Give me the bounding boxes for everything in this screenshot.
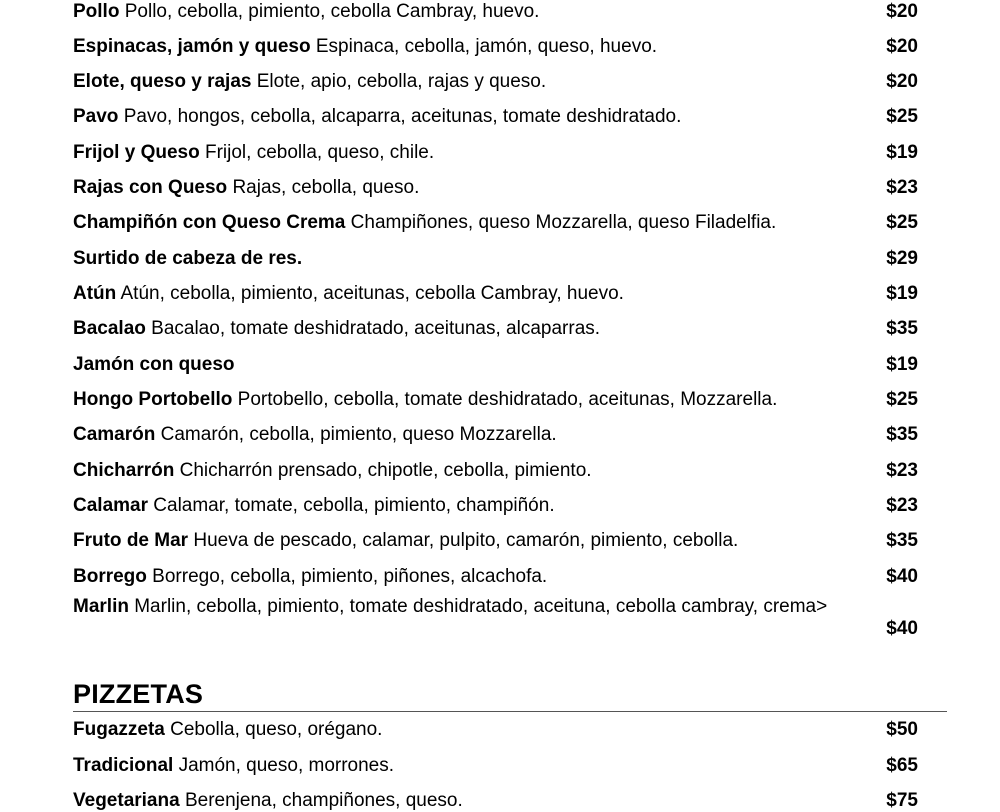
- item-name: Camarón: [73, 424, 156, 445]
- item-description: Cebolla, queso, orégano.: [164, 719, 383, 740]
- item-name: Frijol y Queso: [73, 142, 200, 163]
- item-description: Elote, apio, cebolla, rajas y queso.: [251, 71, 547, 92]
- item-name: Borrego: [73, 566, 147, 587]
- item-name: Hongo Portobello: [73, 389, 233, 410]
- item-name: Calamar: [73, 495, 148, 516]
- item-description: Frijol, cebolla, queso, chile.: [199, 142, 435, 163]
- menu-item: [73, 283, 918, 305]
- item-price: $29: [886, 248, 918, 269]
- item-price: $25: [886, 106, 918, 127]
- item-price: $25: [886, 212, 918, 233]
- item-description: Camarón, cebolla, pimiento, queso Mozzarella.: [155, 424, 557, 445]
- menu-item: [73, 566, 918, 588]
- item-price: $23: [886, 177, 918, 198]
- item-price: $35: [886, 530, 918, 551]
- item-name: Pavo: [73, 106, 119, 127]
- menu-item: [73, 354, 918, 376]
- item-name: Marlin: [73, 596, 129, 617]
- item-price: $35: [886, 318, 918, 339]
- item-price: $19: [886, 142, 918, 163]
- menu-item: [73, 36, 918, 58]
- item-name: Pollo: [73, 1, 120, 22]
- item-name: Vegetariana: [73, 790, 180, 811]
- item-description: Champiñones, queso Mozzarella, queso Filadelfia.: [345, 212, 777, 233]
- item-price: $25: [886, 389, 918, 410]
- pizzeta-item: [73, 790, 918, 812]
- item-price: $35: [886, 424, 918, 445]
- pizzeta-item: [73, 719, 918, 741]
- item-description: Bacalao, tomate deshidratado, aceitunas, alcaparras.: [145, 318, 601, 339]
- menu-item: [73, 1, 918, 23]
- menu-item: [73, 318, 918, 340]
- item-name: Chicharrón: [73, 460, 175, 481]
- item-description: Berenjena, champiñones, queso.: [179, 790, 463, 811]
- pizzeta-item: [73, 755, 918, 777]
- item-name: Fugazzeta: [73, 719, 165, 740]
- section-divider: [73, 711, 947, 712]
- item-name: Tradicional: [73, 755, 174, 776]
- item-name: Elote, queso y rajas: [73, 71, 252, 92]
- item-description: Espinaca, cebolla, jamón, queso, huevo.: [310, 36, 658, 57]
- item-description: Hueva de pescado, calamar, pulpito, camarón, pimiento, cebolla.: [188, 530, 739, 551]
- item-price: $20: [886, 1, 918, 22]
- item-price: $23: [886, 495, 918, 516]
- item-price: $65: [886, 755, 918, 776]
- menu-item: [73, 495, 918, 517]
- item-price: $19: [886, 283, 918, 304]
- menu-item: [73, 596, 918, 639]
- item-description: Calamar, tomate, cebolla, pimiento, champiñón.: [148, 495, 555, 516]
- section-title: PIZZETAS: [73, 679, 204, 709]
- item-description: Rajas, cebolla, queso.: [227, 177, 420, 198]
- menu-item: [73, 389, 918, 411]
- item-name: Bacalao: [73, 318, 146, 339]
- menu-item: [73, 142, 918, 164]
- item-name: Espinacas, jamón y queso: [73, 36, 311, 57]
- menu-item: [73, 248, 918, 270]
- item-price: $40: [886, 566, 918, 587]
- item-price: $50: [886, 719, 918, 740]
- item-name: Atún: [73, 283, 117, 304]
- item-price: $75: [886, 790, 918, 811]
- item-description: Jamón, queso, morrones.: [173, 755, 395, 776]
- item-description: Pavo, hongos, cebolla, alcaparra, aceitunas, tomate deshidratado.: [118, 106, 682, 127]
- item-name: Rajas con Queso: [73, 177, 228, 198]
- menu-item: [73, 212, 918, 234]
- item-description: Marlin, cebolla, pimiento, tomate deshidratado, aceituna, cebolla cambray, crema>: [128, 596, 828, 617]
- item-price: $23: [886, 460, 918, 481]
- menu-item: [73, 460, 918, 482]
- item-description: Atún, cebolla, pimiento, aceitunas, cebolla Cambray, huevo.: [116, 283, 624, 304]
- item-name: Surtido de cabeza de res.: [73, 248, 303, 269]
- menu-item: [73, 424, 918, 446]
- item-name: Fruto de Mar: [73, 530, 189, 551]
- item-price: $40: [886, 618, 918, 639]
- item-name: Jamón con queso: [73, 354, 235, 375]
- menu-item: [73, 71, 918, 93]
- item-price: $19: [886, 354, 918, 375]
- menu-item: [73, 177, 918, 199]
- item-price: $20: [886, 36, 918, 57]
- menu-item: [73, 106, 918, 128]
- item-description: Portobello, cebolla, tomate deshidratado, aceitunas, Mozzarella.: [232, 389, 778, 410]
- item-name: Champiñón con Queso Crema: [73, 212, 346, 233]
- item-description: Pollo, cebolla, pimiento, cebolla Cambray, huevo.: [119, 1, 540, 22]
- item-description: Borrego, cebolla, pimiento, piñones, alcachofa.: [146, 566, 548, 587]
- item-description: Chicharrón prensado, chipotle, cebolla, pimiento.: [174, 460, 592, 481]
- menu-item: [73, 530, 918, 552]
- item-price: $20: [886, 71, 918, 92]
